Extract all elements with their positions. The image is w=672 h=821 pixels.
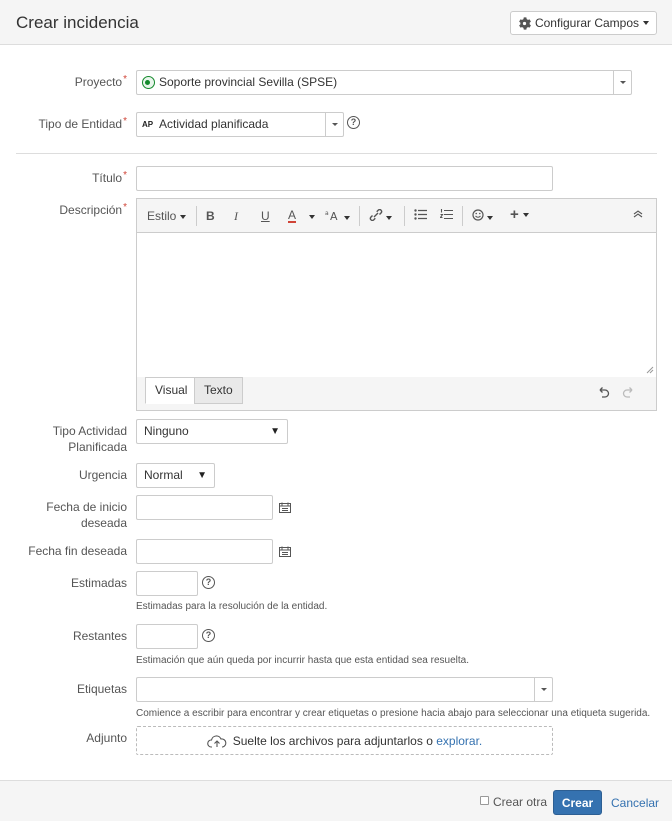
activity-type-select[interactable] <box>136 419 288 444</box>
tab-text[interactable]: Texto <box>194 377 243 404</box>
numbered-list-button[interactable] <box>440 209 453 223</box>
calendar-icon[interactable] <box>279 502 291 513</box>
estimated-label: Estimadas <box>70 576 127 590</box>
chevron-down-icon <box>541 688 547 691</box>
start-date-input[interactable] <box>136 495 273 520</box>
urgency-value: Normal <box>144 468 183 482</box>
resize-handle-icon[interactable] <box>645 365 654 374</box>
project-icon <box>142 76 155 89</box>
configure-fields-button[interactable] <box>510 11 657 35</box>
remaining-hint: Estimación que aún queda por incurrir hasta que esta entidad sea resuelta. <box>136 655 469 666</box>
link-button[interactable] <box>369 209 392 224</box>
emoji-button[interactable] <box>472 209 493 224</box>
triangle-down-icon: ▼ <box>197 470 207 481</box>
labels-input[interactable] <box>136 677 553 702</box>
style-dropdown[interactable]: Estilo <box>147 209 186 223</box>
urgency-select[interactable] <box>136 463 215 488</box>
text-size-icon <box>325 209 341 221</box>
numbered-list-icon <box>440 209 453 220</box>
help-icon[interactable]: ? <box>347 116 360 129</box>
labels-dropdown-arrow[interactable] <box>534 678 552 701</box>
create-another-checkbox[interactable] <box>480 796 489 805</box>
chevron-down-icon <box>620 81 626 84</box>
entity-type-value: Actividad planificada <box>159 117 269 131</box>
cancel-link[interactable]: Cancelar <box>611 796 660 810</box>
link-icon <box>369 209 383 221</box>
calendar-icon[interactable] <box>279 546 291 557</box>
entity-type-badge: AP <box>142 120 154 129</box>
end-date-input[interactable] <box>136 539 273 564</box>
title-input[interactable] <box>136 166 553 191</box>
chevron-down-icon <box>643 21 649 25</box>
svg-text:a: a <box>325 210 329 217</box>
labels-hint: Comience a escribir para encontrar y crear etiquetas o presione hacia abajo para seleccionar una etiqueta sugerida. <box>136 708 651 719</box>
entity-type-label: Tipo de Entidad* <box>38 116 127 131</box>
chevron-down-icon <box>309 215 315 219</box>
bold-button[interactable]: B <box>206 209 215 223</box>
create-button[interactable]: Crear <box>553 790 602 815</box>
estimated-hint: Estimadas para la resolución de la entidad. <box>136 601 328 612</box>
project-value: Soporte provincial Sevilla (SPSE) <box>159 75 338 89</box>
labels-label: Etiquetas <box>76 682 127 696</box>
help-icon[interactable]: ? <box>202 629 215 642</box>
remaining-input[interactable] <box>136 624 198 649</box>
chevron-down-icon <box>332 123 338 126</box>
chevron-down-icon <box>523 213 529 217</box>
toolbar-separator <box>359 206 360 226</box>
text-color-button[interactable]: A <box>288 208 297 222</box>
italic-button[interactable]: I <box>234 209 238 223</box>
chevron-down-icon <box>180 215 186 219</box>
project-dropdown-arrow[interactable] <box>613 71 631 94</box>
text-formatting-button[interactable] <box>325 209 350 224</box>
end-date-label: Fecha fin deseada <box>28 544 127 558</box>
text-color-dropdown[interactable] <box>309 209 315 223</box>
section-divider <box>16 153 657 154</box>
toolbar-separator <box>462 206 463 226</box>
gear-icon <box>518 17 531 30</box>
chevron-down-icon <box>386 216 392 220</box>
insert-more-button[interactable] <box>510 206 529 223</box>
project-select[interactable] <box>136 70 632 95</box>
help-icon[interactable]: ? <box>202 576 215 589</box>
activity-type-label: Tipo Actividad Planificada <box>52 424 127 454</box>
editor-toolbar <box>137 199 656 233</box>
estimated-input[interactable] <box>136 571 198 596</box>
attachment-label: Adjunto <box>86 731 127 745</box>
collapse-toolbar-button[interactable] <box>633 208 643 222</box>
remaining-label: Restantes <box>72 629 127 643</box>
dialog-header <box>0 0 672 45</box>
chevron-down-icon <box>344 216 350 220</box>
title-label: Título* <box>92 170 127 185</box>
chevron-down-icon <box>487 216 493 220</box>
triangle-down-icon: ▼ <box>270 426 280 437</box>
browse-link[interactable]: explorar. <box>436 733 483 748</box>
description-label: Descripción* <box>59 202 127 217</box>
description-editor <box>136 198 657 411</box>
entity-type-dropdown-arrow[interactable] <box>325 113 343 136</box>
cloud-upload-icon <box>207 734 227 748</box>
editor-footer <box>137 377 656 410</box>
chevron-double-up-icon <box>633 209 643 219</box>
configure-fields-label: Configurar Campos <box>534 16 640 30</box>
activity-type-value: Ninguno <box>144 424 189 438</box>
attachment-drop-text: Suelte los archivos para adjuntarlos o explorar. <box>232 733 483 748</box>
plus-icon: + <box>510 206 519 223</box>
editor-content-area[interactable] <box>137 233 656 377</box>
bullet-list-icon <box>414 209 427 220</box>
project-label: Proyecto* <box>74 74 127 89</box>
underline-button[interactable]: U <box>261 209 270 223</box>
urgency-label: Urgencia <box>78 468 127 482</box>
toolbar-separator <box>196 206 197 226</box>
dialog-title: Crear incidencia <box>16 13 139 32</box>
svg-text:A: A <box>330 210 338 221</box>
emoji-icon <box>472 209 484 221</box>
tab-visual[interactable]: Visual <box>145 377 197 404</box>
redo-icon[interactable] <box>622 386 635 398</box>
entity-type-select[interactable] <box>136 112 344 137</box>
toolbar-separator <box>404 206 405 226</box>
bullet-list-button[interactable] <box>414 209 427 223</box>
create-another-label[interactable]: Crear otra <box>493 795 548 809</box>
attachment-dropzone[interactable] <box>136 726 553 755</box>
dialog-footer <box>0 780 672 821</box>
start-date-label: Fecha de inicio deseada <box>46 500 127 530</box>
undo-icon[interactable] <box>597 386 610 398</box>
